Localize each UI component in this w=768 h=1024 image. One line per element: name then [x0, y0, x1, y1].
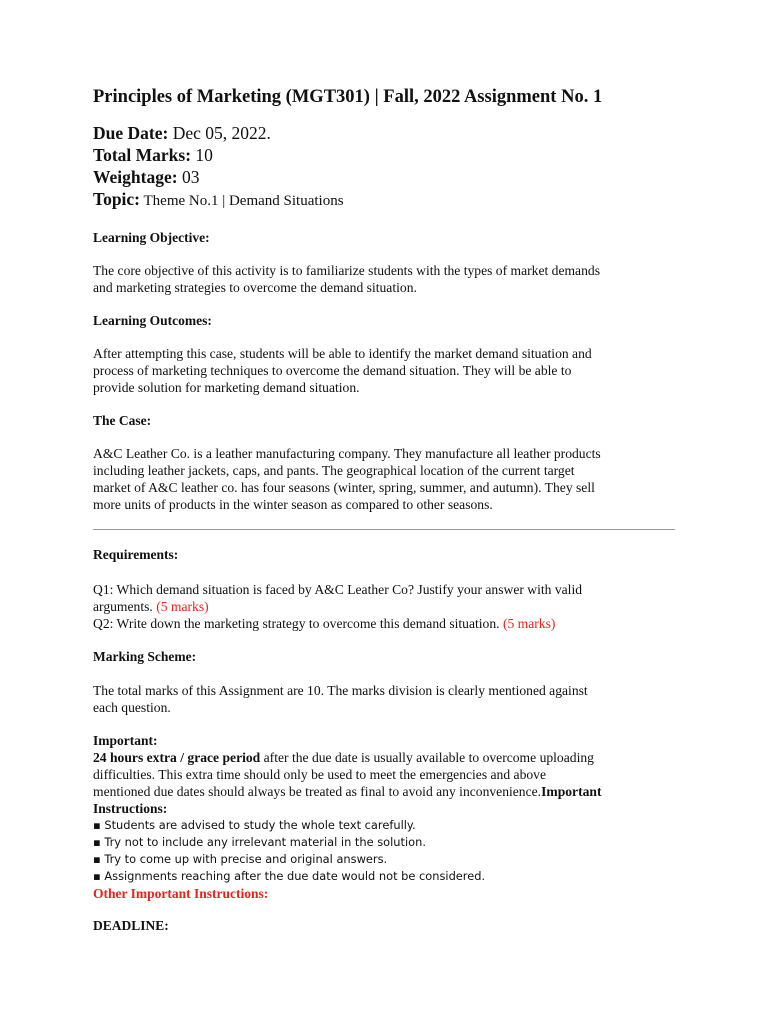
- document-title: Principles of Marketing (MGT301) | Fall, 2022 Assignment No. 1: [93, 87, 603, 107]
- instructions-heading: Instructions:: [93, 801, 168, 816]
- weightage-value: 03: [177, 167, 200, 187]
- instruction-bullet: ▪ Assignments reaching after the due date would not be considered.: [93, 869, 486, 883]
- paragraph-line: provide solution for marketing demand situation.: [93, 380, 360, 395]
- important-heading: Important:: [93, 733, 158, 748]
- paragraph-line: each question.: [93, 700, 171, 715]
- weightage-label: Weightage:: [93, 167, 178, 187]
- paragraph-line: more units of products in the winter season as compared to other seasons.: [93, 497, 493, 512]
- q2-line: [93, 615, 693, 632]
- marking-scheme-body: [93, 682, 693, 716]
- important-section: [93, 732, 693, 902]
- requirements-heading: Requirements:: [93, 547, 179, 562]
- learning-outcomes-body: [93, 345, 693, 396]
- total-marks-label: Total Marks:: [93, 145, 192, 165]
- header-block: [93, 85, 693, 212]
- q2-text: Q2: Write down the marketing strategy to overcome this demand situation.: [93, 616, 503, 631]
- marking-scheme-heading: Marking Scheme:: [93, 649, 197, 664]
- paragraph-line: After attempting this case, students will be able to identify the market demand situation and: [93, 346, 592, 361]
- q1-line-2-text: arguments.: [93, 599, 157, 614]
- deadline-section: [93, 917, 693, 934]
- case-heading: The Case:: [93, 413, 152, 428]
- paragraph-line: process of marketing techniques to overcome the demand situation. They will be able to: [93, 363, 572, 378]
- paragraph-line: difficulties. This extra time should only be used to meet the emergencies and above: [93, 767, 547, 782]
- instruction-bullet: ▪ Students are advised to study the whole text carefully.: [93, 818, 416, 832]
- line3-text: mentioned due dates should always be treated as final to avoid any inconvenience.: [93, 784, 542, 799]
- learning-objective-heading: Learning Objective:: [93, 230, 210, 245]
- paragraph-line: The total marks of this Assignment are 10. The marks division is clearly mentioned against: [93, 683, 588, 698]
- assignment-meta: [93, 122, 693, 212]
- due-date-label: Due Date:: [93, 123, 169, 143]
- total-marks-row: [93, 144, 693, 166]
- topic-label: Topic:: [93, 189, 141, 209]
- topic-row: [93, 188, 693, 212]
- paragraph-line: The core objective of this activity is to familiarize students with the types of market demands: [93, 263, 600, 278]
- grace-period-line: [93, 749, 693, 766]
- divider-wrap: [93, 529, 693, 530]
- weightage-row: [93, 166, 693, 188]
- marking-scheme-section: [93, 648, 693, 665]
- q2-marks: (5 marks): [502, 616, 556, 631]
- paragraph-line: including leather jackets, caps, and pants. The geographical location of the current target: [93, 463, 575, 478]
- learning-objective-body: [93, 262, 693, 296]
- q1-line-2: [93, 598, 693, 615]
- paragraph-line: [93, 783, 693, 800]
- grace-period-rest: after the due date is usually available to overcome uploading: [260, 750, 594, 765]
- due-date-value: Dec 05, 2022.: [168, 123, 271, 143]
- other-instructions-heading: Other Important Instructions:: [93, 886, 269, 901]
- learning-outcomes-section: [93, 312, 693, 329]
- total-marks-value: 10: [191, 145, 213, 165]
- due-date-row: [93, 122, 693, 144]
- q1-marks: (5 marks): [156, 599, 209, 614]
- paragraph-line: market of A&C leather co. has four seasons (winter, spring, summer, and autumn). They sell: [93, 480, 595, 495]
- paragraph-line: A&C Leather Co. is a leather manufacturing company. They manufacture all leather products: [93, 446, 601, 461]
- q1-line-1: Q1: Which demand situation is faced by A&C Leather Co? Justify your answer with valid: [93, 582, 583, 597]
- paragraph-line: and marketing strategies to overcome the demand situation.: [93, 280, 417, 295]
- requirements-body: [93, 581, 693, 632]
- instruction-bullet: ▪ Try to come up with precise and original answers.: [93, 852, 388, 866]
- grace-period-bold: 24 hours extra / grace period: [93, 750, 261, 765]
- case-section: [93, 412, 693, 429]
- learning-outcomes-heading: Learning Outcomes:: [93, 313, 212, 328]
- deadline-heading: DEADLINE:: [93, 918, 169, 933]
- learning-objective-section: [93, 229, 693, 246]
- topic-value: Theme No.1 | Demand Situations: [140, 193, 344, 209]
- case-body: [93, 445, 693, 513]
- instruction-bullet: ▪ Try not to include any irrelevant material in the solution.: [93, 835, 426, 849]
- requirements-section: [93, 546, 693, 563]
- horizontal-divider: [93, 529, 675, 530]
- line3-bold: Important: [541, 784, 602, 799]
